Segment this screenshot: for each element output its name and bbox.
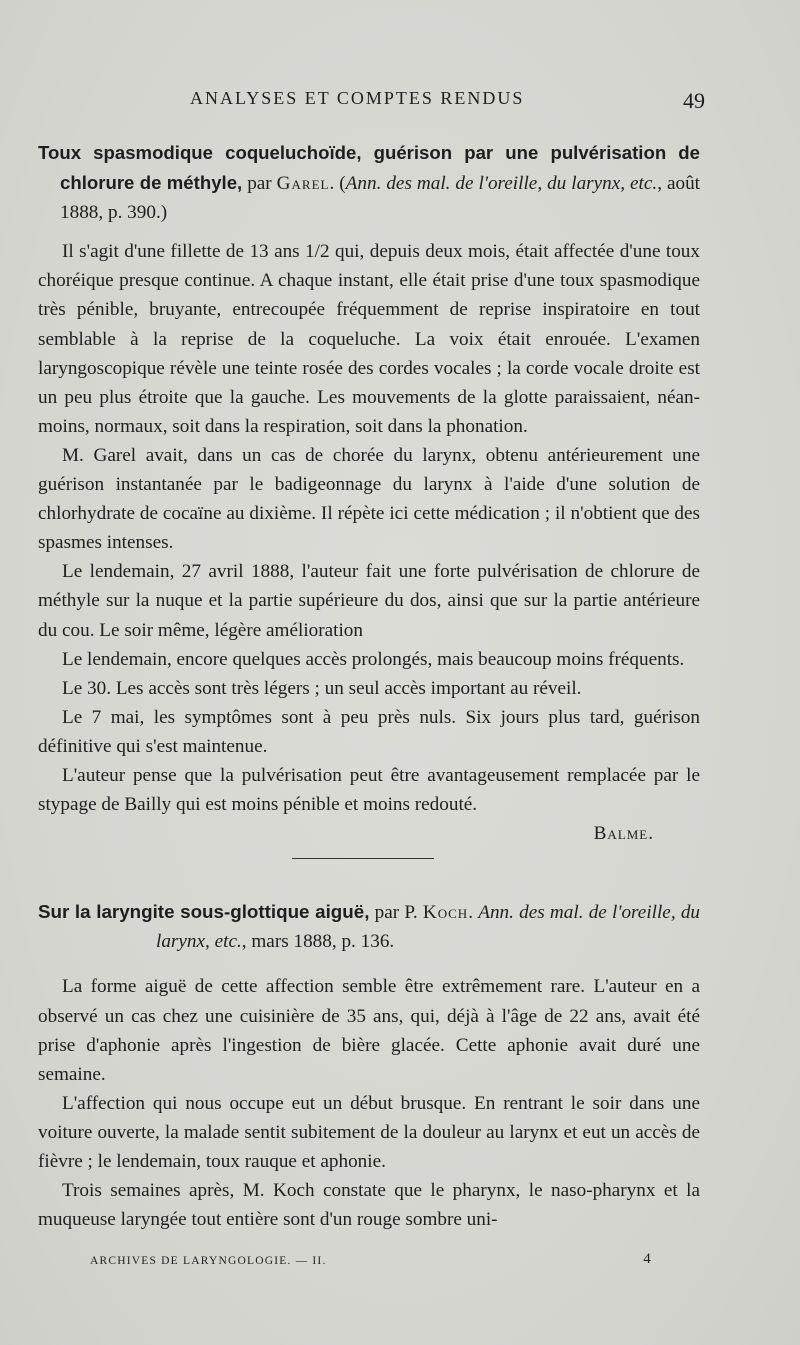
article-author: Garel (276, 173, 330, 195)
paragraph: Il s'agit d'une fillette de 13 ans 1/2 qui, depuis deux mois, était affectée d'une toux choréique presque continue. A chaque instant, elle était prise d'une toux spasmodique très pénible, bruyante, entrecoupée fréquemment de reprise inspiratoire en tout semblable à la reprise de la coqueluche. La voix était enrouée. L'examen laryngoscopique révèle une teinte rosée des cordes vocales ; la corde vocale droite est un peu plus étroite que la gauche. Les mouvements de la glotte paraissaient, néanmoins, normaux, soit dans la respiration, soit dans la phonation. (38, 241, 700, 437)
paragraph: M. Garel avait, dans un cas de chorée du larynx, obtenu antérieurement une guérison instantanée par le badigeonnage du larynx à l'aide d'une solution de chlorhydrate de cocaïne au dixième. Il répète ici cette médication ; il n'obtient que des spasmes intenses. (38, 444, 700, 554)
source-citation: , août 1888, p. 390.) (60, 173, 701, 224)
paragraph: Trois semaines après, M. Koch constate que le pharynx, le naso-pharynx et la muqueuse laryngée tout entière sont d'un rouge sombre uni- (38, 1180, 700, 1231)
paragraph: Le 30. Les accès sont très légers ; un seul accès important au réveil. (62, 677, 582, 699)
source-journal: Ann. des mal. de l'oreille, du larynx, etc. (345, 173, 658, 195)
reviewer-signature: Balme. (593, 823, 654, 845)
page-footer (90, 1251, 652, 1275)
article-author: Koch (422, 902, 469, 924)
byline-prefix: par (242, 173, 277, 195)
paragraph: Le 7 mai, les symptômes sont à peu près nuls. Six jours plus tard, guérison définitive qui s'est maintenue. (38, 706, 700, 757)
source-journal: Ann. des mal. de l'oreille, du larynx, etc. (156, 902, 701, 953)
article-heading (38, 138, 700, 227)
section-divider (292, 858, 434, 859)
article-heading (38, 897, 700, 956)
journal-footer: ARCHIVES DE LARYNGOLOGIE. — II. (90, 1255, 327, 1267)
article-title: Toux spasmodique coqueluchoïde, guérison par une pulvérisation de chlorure de méthyle, (38, 142, 700, 194)
article-2 (38, 897, 700, 1234)
byline-separator: . ( (329, 173, 346, 195)
running-title: ANALYSES ET COMPTES RENDUS (190, 88, 525, 108)
paragraph: La forme aiguë de cette affection semble être extrêmement rare. L'auteur en a observé un cas chez une cuisinière de 35 ans, qui, déjà à l'âge de 22 ans, avait été prise d'aphonie après l'ingestion de bière glacée. Cette aphonie avait duré une semaine. (38, 976, 700, 1085)
article-title: Sur la laryngite sous-glottique aiguë, (38, 901, 370, 923)
paragraph: L'affection qui nous occupe eut un début brusque. En rentrant le soir dans une voiture ouverte, la malade sentit subitement de la douleur au larynx et eut un accès de fièvre ; le lendemain, toux rauque et aphonie. (38, 1092, 700, 1172)
article-1 (38, 138, 700, 859)
running-header (40, 88, 705, 118)
page-number: 49 (683, 88, 705, 113)
paragraph: Le lendemain, encore quelques accès prolongés, mais beaucoup moins fréquents. (62, 648, 685, 670)
byline-prefix: par P. (369, 902, 423, 924)
page-body (38, 138, 700, 1234)
paragraph: L'auteur pense que la pulvérisation peut être avantageusement remplacée par le stypage de Bailly qui est moins pénible et moins redouté. (38, 764, 700, 816)
source-citation: , mars 1888, p. 136. (241, 931, 395, 953)
signature-mark: 4 (643, 1251, 652, 1267)
paragraph: Le lendemain, 27 avril 1888, l'auteur fait une forte pulvérisation de chlorure de méthyle sur la nuque et la partie supérieure du dos, ainsi que sur la partie antérieure du cou. Le soir même, légère amélioration (38, 561, 700, 641)
byline-separator: . (468, 902, 479, 924)
